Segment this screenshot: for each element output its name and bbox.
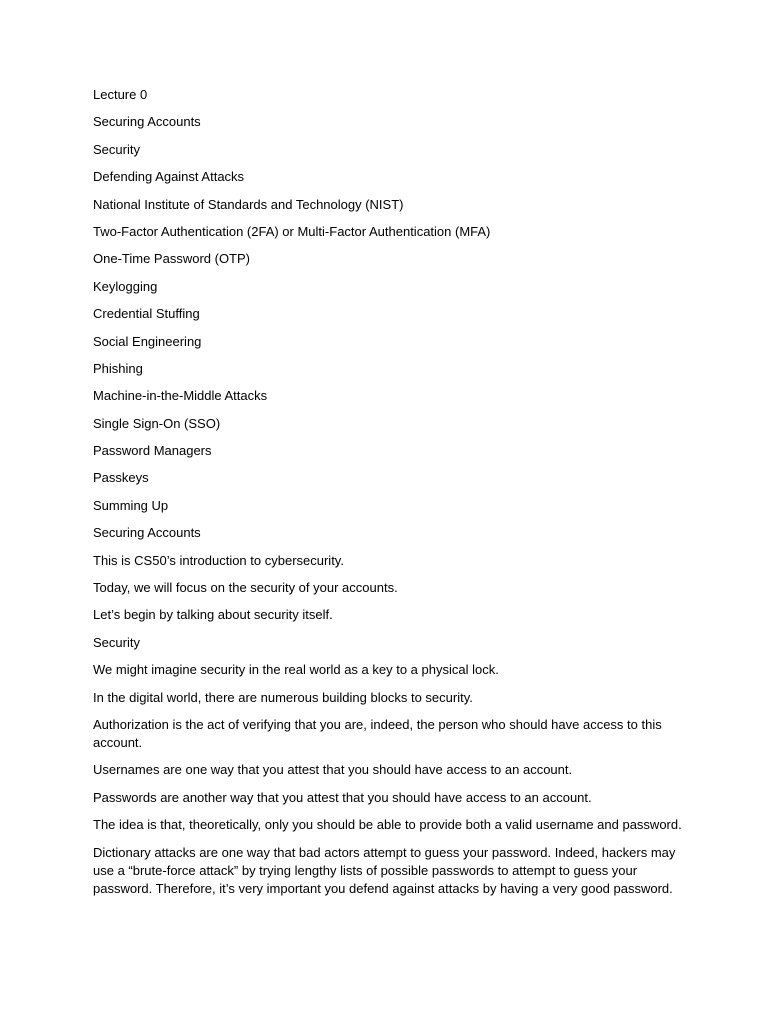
section-heading-securing-accounts: Securing Accounts (93, 525, 201, 541)
toc-item-mitm-attacks: Machine-in-the-Middle Attacks (93, 388, 268, 404)
document-page (93, 86, 683, 907)
section-heading-security: Security (93, 634, 140, 650)
toc-item-summing-up: Summing Up (93, 497, 169, 513)
body-paragraph: Usernames are one way that you attest that you should have access to an account. (93, 762, 573, 778)
body-paragraph: We might imagine security in the real world as a key to a physical lock. (93, 662, 499, 678)
doc-title: Lecture 0 (93, 87, 148, 102)
body-paragraph: Dictionary attacks are one way that bad actors attempt to guess your password. Indeed, hackers may use a “brute-force attack” by trying lengthy lists of possible passwords to attempt to guess your password. Therefore, it’s very important you defend against attacks by having a very good password. (93, 844, 676, 896)
toc-item-defending-against-attacks: Defending Against Attacks (93, 169, 245, 185)
body-paragraph: In the digital world, there are numerous building blocks to security. (93, 689, 473, 705)
toc-item-sso: Single Sign-On (SSO) (93, 415, 221, 431)
toc-item-credential-stuffing: Credential Stuffing (93, 306, 200, 322)
toc-item-security: Security (93, 141, 140, 157)
toc-item-otp: One-Time Password (OTP) (93, 251, 250, 267)
toc-item-social-engineering: Social Engineering (93, 333, 202, 349)
toc-item-password-managers: Password Managers (93, 443, 212, 459)
toc-item-securing-accounts: Securing Accounts (93, 114, 201, 130)
toc-item-phishing: Phishing (93, 360, 143, 376)
body-paragraph: The idea is that, theoretically, only you should be able to provide both a valid username and password. (93, 817, 682, 833)
body-paragraph: Passwords are another way that you attest that you should have access to an account. (93, 789, 592, 805)
toc-item-keylogging: Keylogging (93, 278, 158, 294)
toc-item-passkeys: Passkeys (93, 470, 149, 486)
body-paragraph: This is CS50’s introduction to cybersecurity. (93, 552, 344, 568)
body-paragraph: Let’s begin by talking about security itself. (93, 607, 333, 623)
body-paragraph: Authorization is the act of verifying that you are, indeed, the person who should have access to this account. (93, 716, 662, 750)
toc-item-nist: National Institute of Standards and Technology (NIST) (93, 196, 404, 212)
body-paragraph: Today, we will focus on the security of your accounts. (93, 580, 398, 596)
toc-item-2fa-mfa: Two-Factor Authentication (2FA) or Multi-Factor Authentication (MFA) (93, 223, 491, 239)
